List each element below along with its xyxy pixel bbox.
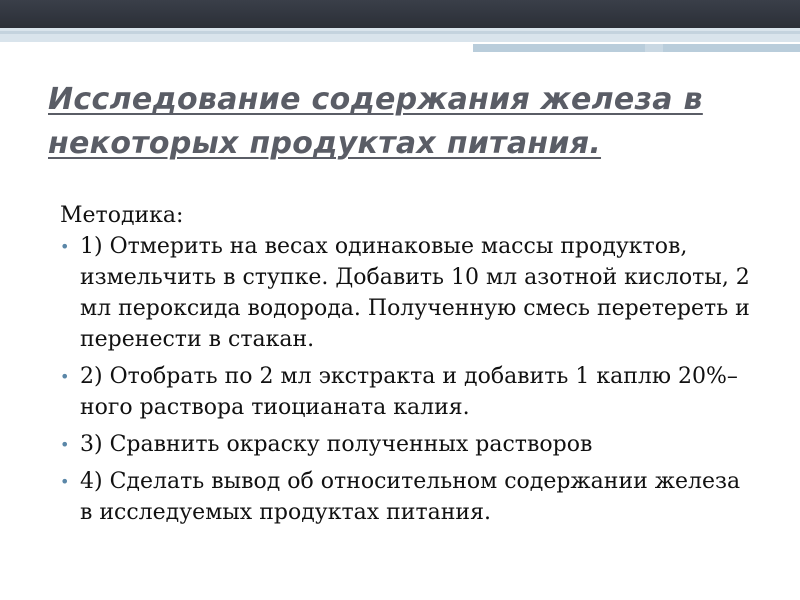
- accent-bar-gap: [645, 44, 663, 52]
- list-item: [58, 429, 758, 460]
- slide-body: [58, 200, 758, 534]
- list-item: [58, 361, 758, 423]
- list-item: [58, 466, 758, 528]
- top-light-bar-stripe: [0, 31, 800, 34]
- accent-bar-right: [663, 44, 800, 52]
- steps-list: [58, 231, 758, 528]
- bullet-icon: •: [60, 472, 70, 491]
- bullet-icon: •: [60, 435, 70, 454]
- bullet-icon: •: [60, 237, 70, 256]
- accent-bar-left: [473, 44, 645, 52]
- step-text: 3) Сравнить окраску полученных растворов: [80, 432, 593, 457]
- method-subheading: Методика:: [60, 203, 184, 228]
- slide-title: Исследование содержания железа в некоторых продуктах питания.: [48, 82, 703, 161]
- step-text: 4) Сделать вывод об относительном содержании железа в исследуемых продуктах питания.: [80, 469, 741, 525]
- step-text: 2) Отобрать по 2 мл экстракта и добавить 1 каплю 20%–ного раствора тиоцианата калия.: [80, 364, 738, 420]
- bullet-icon: •: [60, 367, 70, 386]
- step-text: 1) Отмерить на весах одинаковые массы продуктов, измельчить в ступке. Добавить 10 мл азотной кислоты, 2 мл пероксида водорода. Полученную смесь перетереть и перенести в стакан.: [80, 234, 750, 352]
- list-item: [58, 231, 758, 355]
- top-dark-bar: [0, 0, 800, 28]
